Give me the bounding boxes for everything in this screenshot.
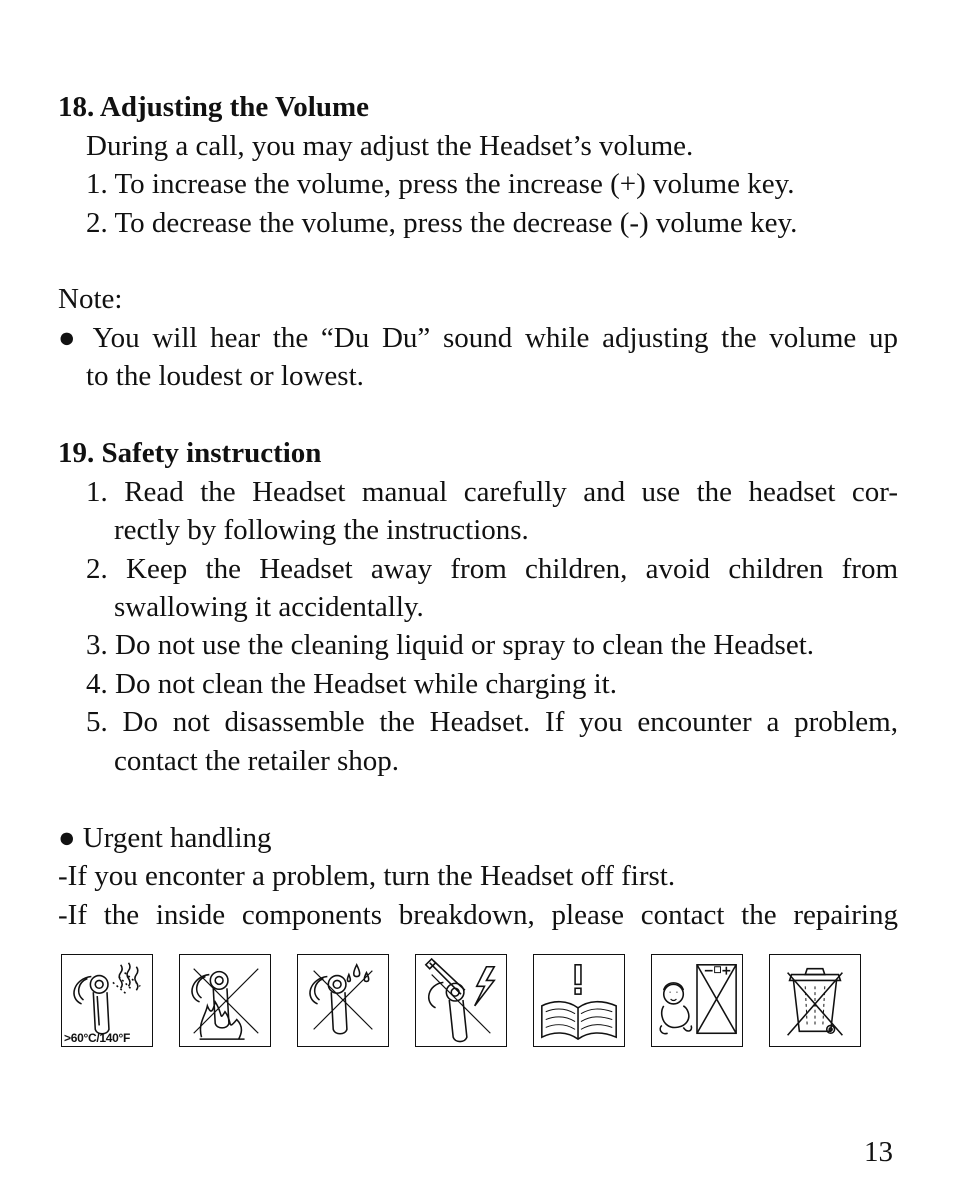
note-bullet-line-2: to the loudest or lowest.	[86, 360, 364, 392]
safety-item-2-line-1: 2. Keep the Headset away from children, avoid children from	[86, 553, 898, 585]
safety-item-5-line-2: contact the retailer shop.	[114, 745, 400, 777]
keep-from-children-icon	[651, 954, 743, 1047]
safety-item-1	[86, 473, 898, 511]
safety-item-2-line-2: swallowing it accidentally.	[114, 591, 424, 623]
section-18-step-1: 1. To increase the volume, press the increase (+) volume key.	[86, 168, 795, 200]
no-liquid-icon	[297, 954, 389, 1047]
note-bullet	[58, 319, 898, 357]
no-trash-disposal-icon	[769, 954, 861, 1047]
safety-item-5-line-1: 5. Do not disassemble the Headset. If you encounter a problem,	[86, 706, 898, 738]
safety-item-1-line-1: 1. Read the Headset manual carefully and use the headset cor-	[86, 476, 898, 508]
note-label: Note:	[58, 283, 123, 315]
heat-warning-icon	[61, 954, 153, 1047]
section-18-heading: 18. Adjusting the Volume	[58, 91, 370, 123]
read-manual-icon	[533, 954, 625, 1047]
safety-item-1-line-2: rectly by following the instructions.	[114, 514, 529, 546]
no-disassemble-icon	[415, 954, 507, 1047]
note-bullet-line-1: ● You will hear the “Du Du” sound while adjusting the volume up	[58, 322, 898, 354]
urgent-line-2: -If the inside components breakdown, please contact the repairing	[58, 899, 898, 931]
safety-item-4: 4. Do not clean the Headset while charging it.	[86, 668, 617, 700]
no-fire-icon	[179, 954, 271, 1047]
safety-item-3: 3. Do not use the cleaning liquid or spray to clean the Headset.	[86, 629, 815, 661]
safety-item-5	[86, 703, 898, 741]
heat-warning-label: >60°C/140°F	[64, 1031, 131, 1045]
section-18-intro: During a call, you may adjust the Headset’s volume.	[86, 130, 694, 162]
urgent-handling-label: ● Urgent handling	[58, 822, 272, 854]
page-number: 13	[864, 1136, 893, 1168]
safety-icons-row	[61, 954, 865, 1050]
safety-item-2	[86, 550, 898, 588]
urgent-line-1: -If you enconter a problem, turn the Headset off first.	[58, 860, 676, 892]
urgent-line-2-wrap	[58, 896, 898, 934]
section-18-step-2: 2. To decrease the volume, press the decrease (-) volume key.	[86, 207, 798, 239]
section-19-heading: 19. Safety instruction	[58, 437, 322, 469]
